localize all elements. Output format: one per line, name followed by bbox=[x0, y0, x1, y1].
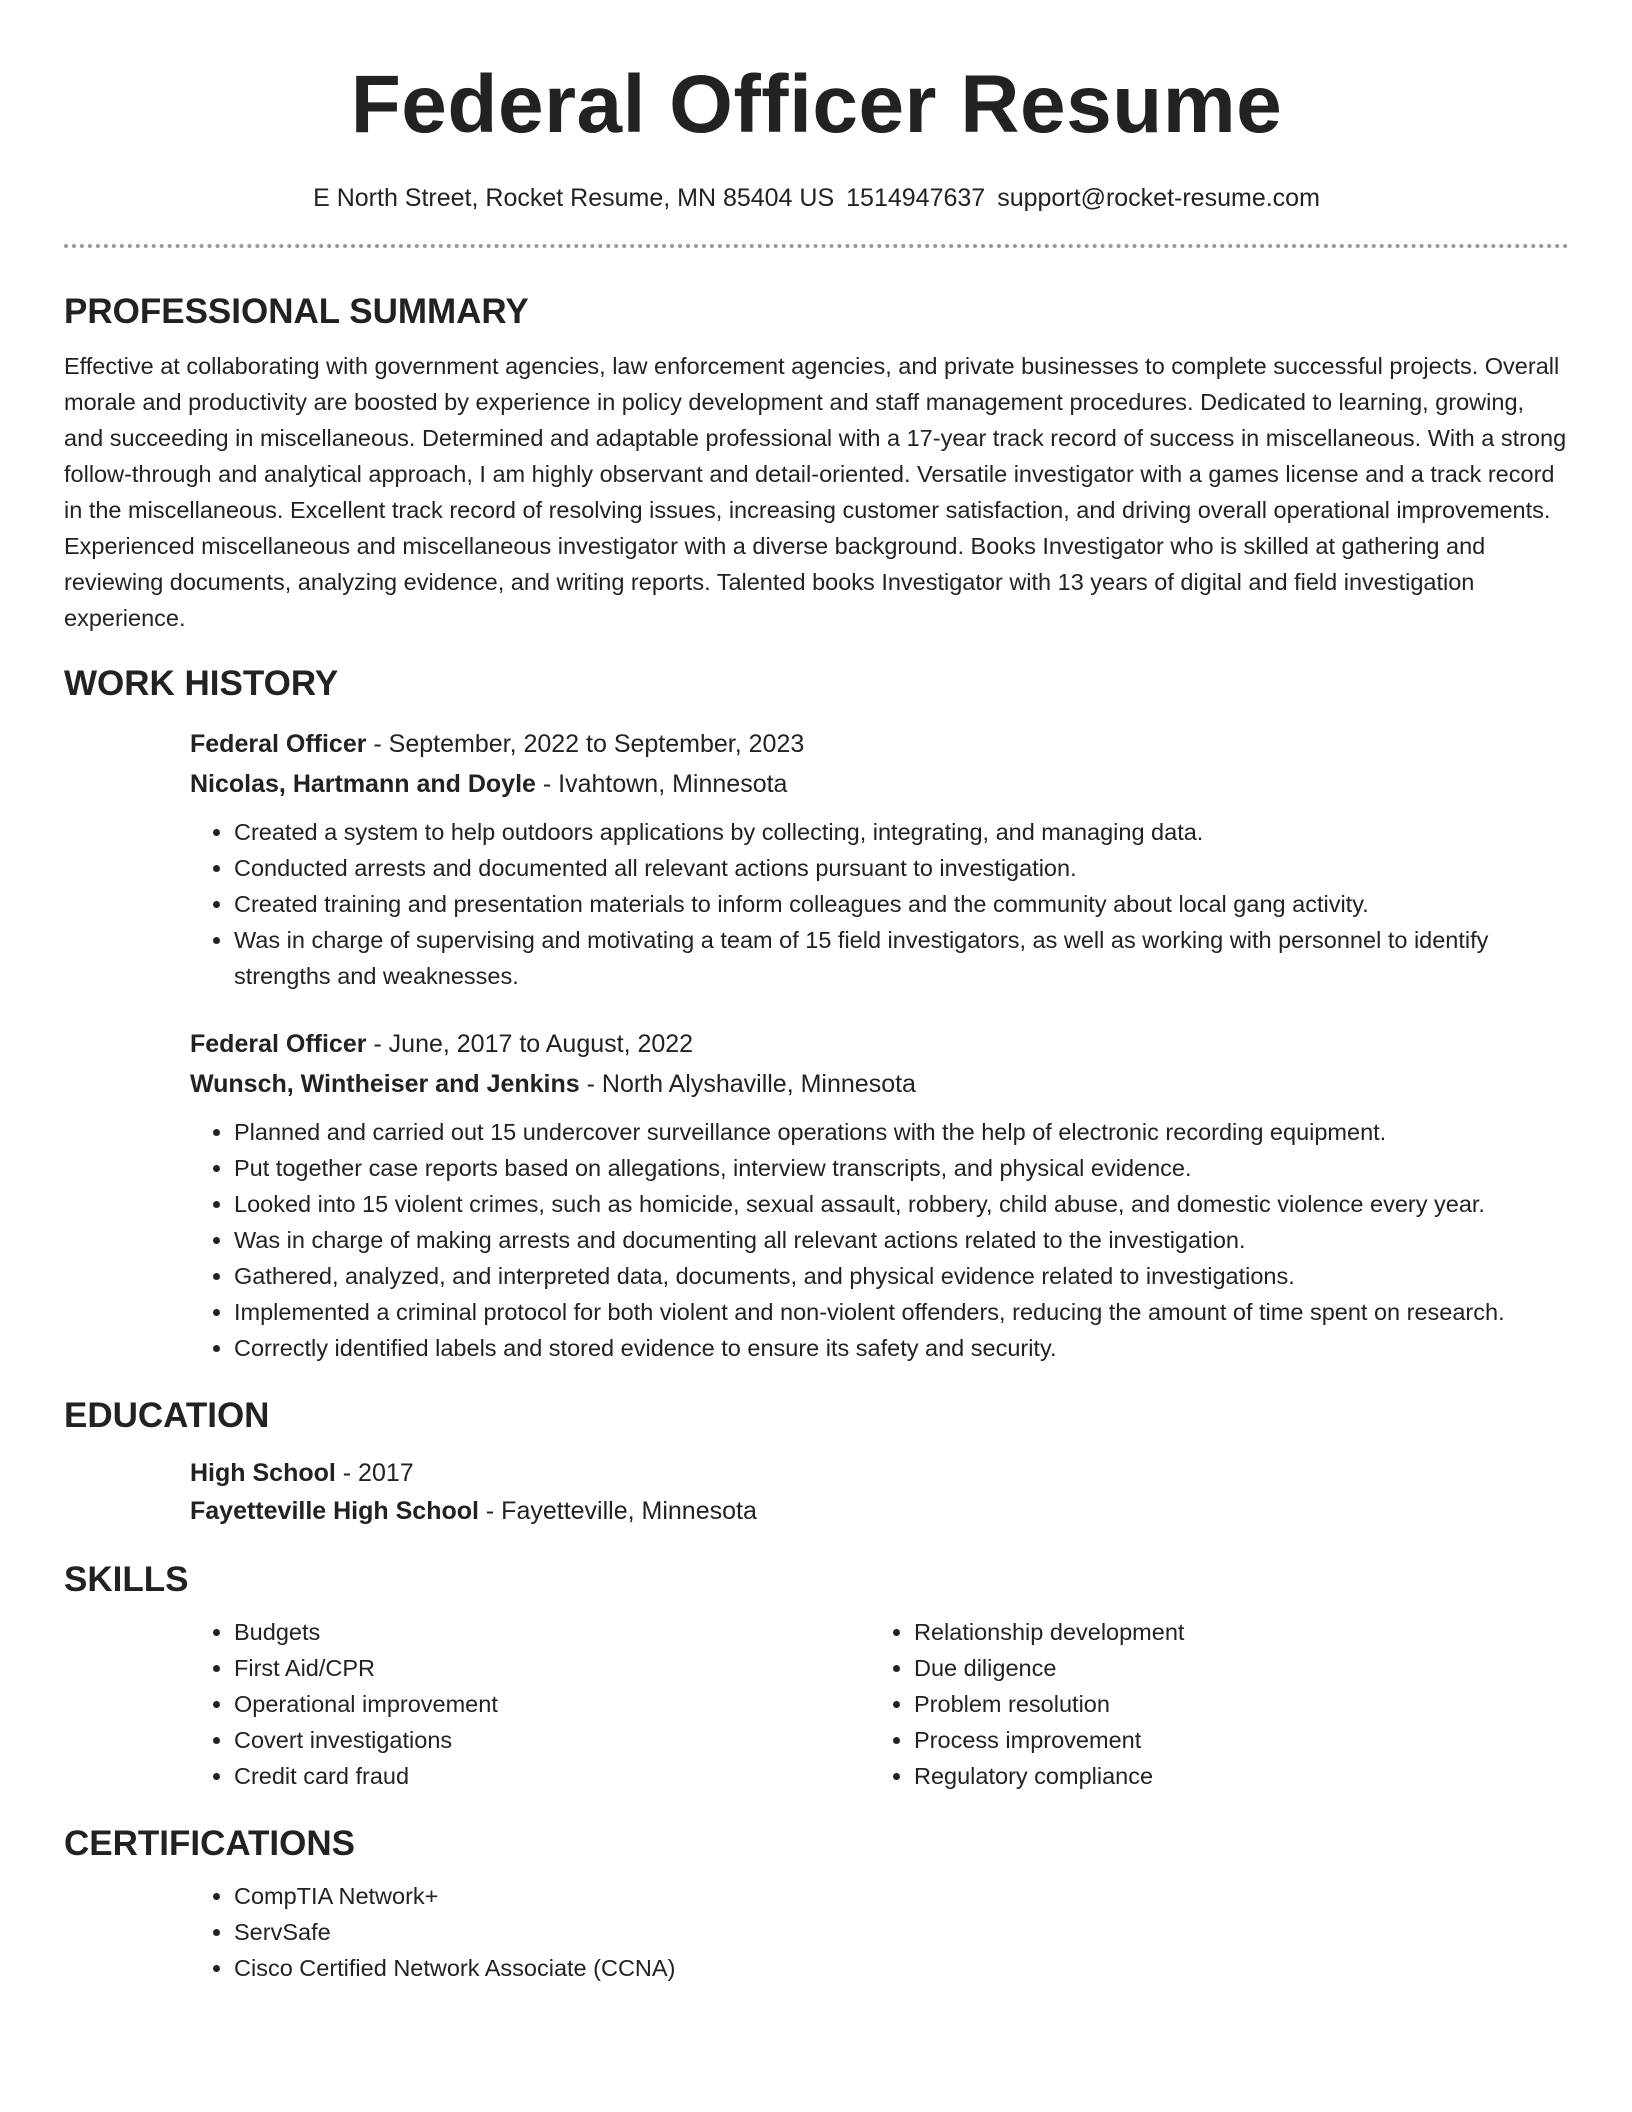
list-item: • Implemented a criminal protocol for both violent and non-violent offenders, reducing the amount of time spent on research. bbox=[234, 1294, 1569, 1330]
certification-item: • Cisco Certified Network Associate (CCNA) bbox=[234, 1950, 1569, 1986]
contact-email[interactable]: support@rocket-resume.com bbox=[997, 184, 1320, 212]
contact-address: E North Street, Rocket Resume, MN 85404 US bbox=[313, 184, 835, 212]
list-item: • Looked into 15 violent crimes, such as homicide, sexual assault, robbery, child abuse, and domestic violence every year. bbox=[234, 1186, 1569, 1222]
certifications-section bbox=[64, 1822, 1569, 1986]
skill-item: • Problem resolution bbox=[914, 1686, 1550, 1722]
education-degree: High School bbox=[190, 1459, 336, 1487]
skill-item: • Operational improvement bbox=[234, 1686, 870, 1722]
skill-item: • Relationship development bbox=[914, 1614, 1550, 1650]
list-item: • Put together case reports based on allegations, interview transcripts, and physical evidence. bbox=[234, 1150, 1569, 1186]
job-role: Federal Officer bbox=[190, 1030, 367, 1058]
list-item: • Gathered, analyzed, and interpreted data, documents, and physical evidence related to investigations. bbox=[234, 1258, 1569, 1294]
certifications-heading: CERTIFICATIONS bbox=[64, 1824, 356, 1863]
work-history-section bbox=[64, 662, 1569, 1366]
job-entry bbox=[190, 724, 1569, 994]
skills-list bbox=[870, 1614, 1550, 1794]
education-school-line bbox=[190, 1492, 1569, 1530]
summary-section bbox=[64, 290, 1569, 636]
resume-page bbox=[64, 0, 1569, 1986]
list-item: • Was in charge of supervising and motivating a team of 15 field investigators, as well as working with personnel to identify strengths and weaknesses. bbox=[234, 922, 1569, 994]
certification-item: • CompTIA Network+ bbox=[234, 1878, 1569, 1914]
job-duties-list bbox=[190, 1114, 1569, 1366]
contact-phone: 1514947637 bbox=[846, 184, 986, 212]
work-history-heading: WORK HISTORY bbox=[64, 664, 339, 703]
resume-title: Federal Officer Resume bbox=[350, 59, 1283, 150]
skills-column-left bbox=[190, 1614, 870, 1794]
skill-item: • Regulatory compliance bbox=[914, 1758, 1550, 1794]
job-location: - Ivahtown, Minnesota bbox=[535, 770, 788, 798]
certifications-entry bbox=[190, 1878, 1569, 1986]
certification-item: • ServSafe bbox=[234, 1914, 1569, 1950]
job-company: Nicolas, Hartmann and Doyle bbox=[190, 770, 536, 798]
education-entry bbox=[190, 1454, 1569, 1530]
education-year: - 2017 bbox=[335, 1459, 414, 1487]
job-company-line bbox=[190, 1064, 1569, 1104]
skill-item: • Credit card fraud bbox=[234, 1758, 870, 1794]
education-school: Fayetteville High School bbox=[190, 1497, 479, 1525]
job-role: Federal Officer bbox=[190, 730, 367, 758]
list-item: • Was in charge of making arrests and documenting all relevant actions related to the investigation. bbox=[234, 1222, 1569, 1258]
job-entry bbox=[190, 1024, 1569, 1366]
list-item: • Created a system to help outdoors applications by collecting, integrating, and managing data. bbox=[234, 814, 1569, 850]
skill-item: • Covert investigations bbox=[234, 1722, 870, 1758]
skill-item: • Budgets bbox=[234, 1614, 870, 1650]
job-duties-list bbox=[190, 814, 1569, 994]
summary-heading: PROFESSIONAL SUMMARY bbox=[64, 292, 529, 331]
job-title-line bbox=[190, 1024, 1569, 1064]
skills-section bbox=[64, 1558, 1569, 1794]
skill-item: • First Aid/CPR bbox=[234, 1650, 870, 1686]
list-item: • Correctly identified labels and stored evidence to ensure its safety and security. bbox=[234, 1330, 1569, 1366]
job-dates: - September, 2022 to September, 2023 bbox=[366, 730, 805, 758]
skills-columns bbox=[190, 1614, 1569, 1794]
skills-list bbox=[190, 1614, 870, 1794]
certifications-list bbox=[190, 1878, 1569, 1986]
education-degree-line bbox=[190, 1454, 1569, 1492]
skills-heading: SKILLS bbox=[64, 1560, 189, 1599]
list-item: • Created training and presentation materials to inform colleagues and the community about local gang activity. bbox=[234, 886, 1569, 922]
list-item: • Planned and carried out 15 undercover surveillance operations with the help of electronic recording equipment. bbox=[234, 1114, 1569, 1150]
header-divider bbox=[64, 244, 1569, 248]
skill-item: • Due diligence bbox=[914, 1650, 1550, 1686]
education-section bbox=[64, 1394, 1569, 1530]
skills-column-right bbox=[870, 1614, 1550, 1794]
contact-line bbox=[64, 182, 1569, 214]
education-location: - Fayetteville, Minnesota bbox=[478, 1497, 757, 1525]
job-location: - North Alyshaville, Minnesota bbox=[579, 1070, 916, 1098]
job-company-line bbox=[190, 764, 1569, 804]
job-company: Wunsch, Wintheiser and Jenkins bbox=[190, 1070, 580, 1098]
education-heading: EDUCATION bbox=[64, 1396, 270, 1435]
job-title-line bbox=[190, 724, 1569, 764]
summary-text: Effective at collaborating with government agencies, law enforcement agencies, and private businesses to complete successful projects. Overall morale and productivity are boosted by experience in policy development and staff management procedures. Dedicated to learning, growing, and succeeding in miscellaneous. Determined and adaptable professional with a 17-year track record of success in miscellaneous. With a strong follow-through and analytical approach, I am highly observant and detail-oriented. Versatile investigator with a games license and a track record in the miscellaneous. Excellent track record of resolving issues, increasing customer satisfaction, and driving overall operational improvements. Experienced miscellaneous and miscellaneous investigator with a diverse background. Books Investigator who is skilled at gathering and reviewing documents, analyzing evidence, and writing reports. Talented books Investigator with 13 years of digital and field investigation experience. bbox=[64, 353, 1567, 631]
list-item: • Conducted arrests and documented all relevant actions pursuant to investigation. bbox=[234, 850, 1569, 886]
skill-item: • Process improvement bbox=[914, 1722, 1550, 1758]
job-dates: - June, 2017 to August, 2022 bbox=[366, 1030, 694, 1058]
